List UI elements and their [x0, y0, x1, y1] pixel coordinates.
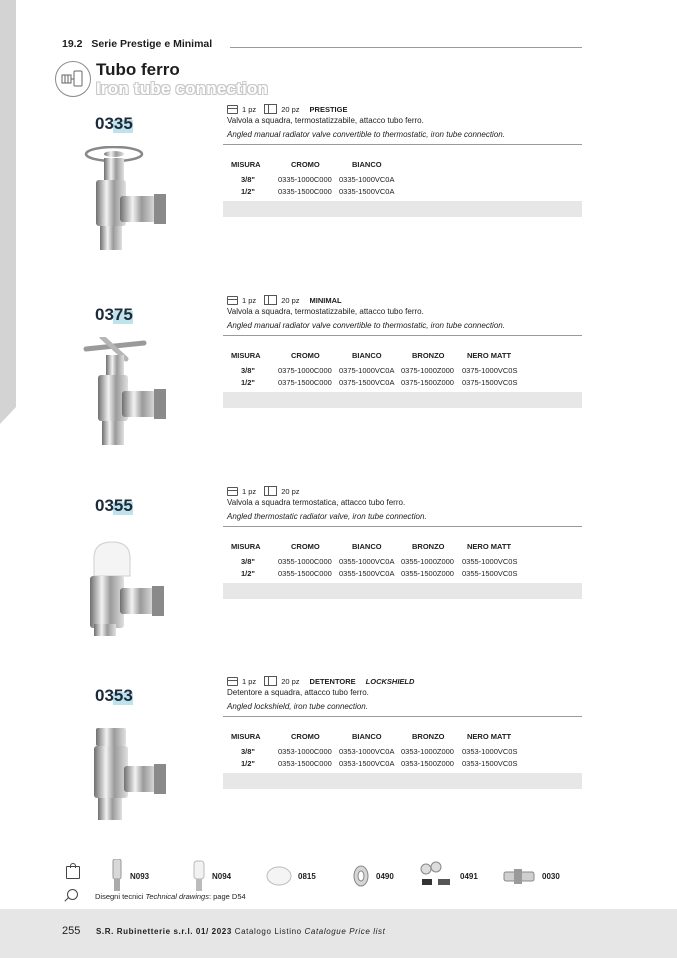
price-table: [223, 542, 582, 599]
cell-code: 0375-1500VC0A: [339, 378, 395, 387]
col-cromo: CROMO: [291, 351, 320, 360]
col-bronzo: BRONZO: [412, 732, 445, 741]
col-misura: MISURA: [231, 160, 261, 169]
cell-code: 0355-1000VC0S: [462, 557, 518, 566]
table-row: [223, 569, 582, 581]
table-row: [223, 759, 582, 771]
drawings-page: : page D54: [208, 892, 246, 901]
accessories-row: [0, 858, 677, 894]
description-it: Detentore a squadra, attacco tubo ferro.: [227, 688, 369, 697]
cell-code: 0353-1500VC0A: [339, 759, 395, 768]
page-title: Tubo ferro: [96, 60, 180, 79]
catalog-label-en: Catalogue Price list: [304, 927, 386, 936]
cell-code: 0355-1000C000: [278, 557, 332, 566]
cell-code: 0353-1000Z000: [401, 747, 454, 756]
pack-multi: 20 pz: [281, 104, 300, 114]
cell-code: 0375-1000Z000: [401, 366, 454, 375]
technical-drawings-ref: [95, 892, 246, 901]
single-pack-icon: [227, 677, 238, 686]
col-bianco: BIANCO: [352, 351, 382, 360]
pack-single: 1 pz: [242, 295, 257, 305]
table-row: [223, 175, 582, 187]
cell-code: 0375-1000C000: [278, 366, 332, 375]
cell-code: 0355-1000VC0A: [339, 557, 395, 566]
edition: 01/ 2023: [195, 927, 232, 936]
single-pack-icon: [227, 296, 238, 305]
footer-text: [96, 927, 385, 936]
table-header: [223, 542, 582, 557]
table-row: [223, 378, 582, 390]
cell-code: 0355-1500Z000: [401, 569, 454, 578]
pack-single: 1 pz: [242, 104, 257, 114]
cell-size: 1/2": [241, 187, 255, 196]
multi-pack-icon: [264, 295, 277, 305]
col-bianco: BIANCO: [352, 542, 382, 551]
col-misura: MISURA: [231, 732, 261, 741]
angled-valve-image: [82, 146, 182, 256]
product-code: 0335: [95, 114, 133, 133]
description-en: Angled manual radiator valve convertible to thermostatic, iron tube connection.: [227, 130, 505, 139]
thermostatic-head-icon: [110, 859, 124, 893]
cell-code: 0353-1000C000: [278, 747, 332, 756]
angled-valve-image: [82, 337, 182, 447]
single-pack-icon: [227, 487, 238, 496]
thermostatic-head-icon: [192, 859, 206, 893]
series-label-en: LOCKSHIELD: [365, 676, 415, 686]
pack-multi: 20 pz: [281, 486, 300, 496]
table-header: [223, 160, 582, 175]
series-label: DETENTORE: [309, 676, 356, 686]
col-bianco: BIANCO: [352, 732, 382, 741]
description-en: Angled manual radiator valve convertible to thermostatic, iron tube connection.: [227, 321, 505, 330]
thermostatic-valve-image: [82, 528, 182, 638]
product-code: 0355: [95, 496, 133, 515]
description-en: Angled lockshield, iron tube connection.: [227, 702, 368, 711]
accessory-code: 0815: [298, 871, 316, 881]
section-title: Serie Prestige e Minimal: [91, 38, 213, 50]
table-header: [223, 351, 582, 366]
cell-code: 0355-1500C000: [278, 569, 332, 578]
cell-code: 0335-1500VC0A: [339, 187, 395, 196]
table-header: [223, 732, 582, 747]
cell-code: 0375-1500VC0S: [462, 378, 518, 387]
section-heading: [62, 38, 212, 50]
cell-size: 1/2": [241, 378, 255, 387]
section-divider: [230, 47, 582, 48]
cell-code: 0353-1500Z000: [401, 759, 454, 768]
cell-code: 0353-1000VC0S: [462, 747, 518, 756]
packaging-info: [227, 104, 347, 114]
multi-pack-icon: [264, 486, 277, 496]
cell-code: 0353-1000VC0A: [339, 747, 395, 756]
cell-size: 3/8": [241, 747, 255, 756]
cell-code: 0335-1500C000: [278, 187, 332, 196]
multi-pack-icon: [264, 676, 277, 686]
iron-tube-category-icon: [55, 61, 91, 97]
accessory-code: 0491: [460, 871, 478, 881]
description-it: Valvola a squadra termostatica, attacco tubo ferro.: [227, 498, 406, 507]
col-misura: MISURA: [231, 351, 261, 360]
pack-single: 1 pz: [242, 676, 257, 686]
product-block: [0, 104, 677, 274]
description-en: Angled thermostatic radiator valve, iron tube connection.: [227, 512, 427, 521]
col-bianco: BIANCO: [352, 160, 382, 169]
col-nero-matt: NERO MATT: [467, 542, 512, 551]
accessory-code: N093: [130, 871, 150, 881]
search-icon: [67, 889, 78, 900]
cell-size: 1/2": [241, 759, 255, 768]
col-cromo: CROMO: [291, 732, 320, 741]
pack-single: 1 pz: [242, 486, 257, 496]
fittings-kit-icon: [418, 861, 454, 891]
cell-code: 0355-1500VC0A: [339, 569, 395, 578]
cell-code: 0355-1500VC0S: [462, 569, 518, 578]
cell-size: 3/8": [241, 366, 255, 375]
packaging-info: [227, 676, 414, 686]
cell-code: 0375-1000VC0S: [462, 366, 518, 375]
description-it: Valvola a squadra, termostatizzabile, attacco tubo ferro.: [227, 307, 424, 316]
pack-multi: 20 pz: [281, 295, 300, 305]
pack-multi: 20 pz: [281, 676, 300, 686]
accessory-code: 0490: [376, 871, 394, 881]
section-number: 19.2: [62, 38, 83, 50]
cell-code: 0353-1500C000: [278, 759, 332, 768]
col-bronzo: BRONZO: [412, 542, 445, 551]
union-fitting-icon: [502, 866, 536, 886]
accessory-code: N094: [212, 871, 232, 881]
col-bronzo: BRONZO: [412, 351, 445, 360]
drawings-label-en: Technical drawings: [145, 892, 209, 901]
cell-code: 0375-1500Z000: [401, 378, 454, 387]
page-title-english: Iron tube connection: [96, 79, 269, 98]
price-table: [223, 351, 582, 408]
product-block: [0, 295, 677, 465]
product-code: 0353: [95, 686, 133, 705]
company-name: S.R. Rubinetterie s.r.l.: [96, 927, 194, 936]
catalog-label-it: Catalogo Listino: [234, 927, 302, 936]
packaging-info: [227, 295, 342, 305]
accessory-code: 0030: [542, 871, 560, 881]
series-label: MINIMAL: [309, 295, 342, 305]
product-block: [0, 486, 677, 656]
description-it: Valvola a squadra, termostatizzabile, attacco tubo ferro.: [227, 116, 424, 125]
table-row: [223, 747, 582, 759]
table-row: [223, 557, 582, 569]
cell-code: 0355-1000Z000: [401, 557, 454, 566]
cell-size: 3/8": [241, 557, 255, 566]
page-number: 255: [62, 925, 81, 937]
multi-pack-icon: [264, 104, 277, 114]
table-divider: [223, 716, 582, 717]
table-footer-band: [223, 392, 582, 408]
drawings-label-it: Disegni tecnici: [95, 892, 144, 901]
cell-code: 0335-1000C000: [278, 175, 332, 184]
rosette-icon: [352, 864, 370, 888]
col-cromo: CROMO: [291, 160, 320, 169]
accessory-item[interactable]: [110, 858, 149, 894]
table-footer-band: [223, 773, 582, 789]
accessory-item[interactable]: [502, 858, 560, 894]
single-pack-icon: [227, 105, 238, 114]
accessory-item[interactable]: [418, 858, 478, 894]
product-block: [0, 676, 677, 846]
cell-code: 0375-1000VC0A: [339, 366, 395, 375]
table-row: [223, 366, 582, 378]
table-row: [223, 187, 582, 199]
table-divider: [223, 526, 582, 527]
price-table: [223, 732, 582, 789]
accessory-item[interactable]: [192, 858, 231, 894]
accessory-item[interactable]: [352, 858, 394, 894]
price-table: [223, 160, 582, 217]
cell-code: 0335-1000VC0A: [339, 175, 395, 184]
cap-icon: [266, 865, 292, 887]
product-code: 0375: [95, 305, 133, 324]
series-label: PRESTIGE: [309, 104, 348, 114]
col-nero-matt: NERO MATT: [467, 351, 512, 360]
col-misura: MISURA: [231, 542, 261, 551]
cell-code: 0375-1500C000: [278, 378, 332, 387]
packaging-info: [227, 486, 300, 496]
col-cromo: CROMO: [291, 542, 320, 551]
accessory-item[interactable]: [266, 858, 316, 894]
cell-size: 3/8": [241, 175, 255, 184]
lockshield-image: [82, 718, 182, 828]
table-footer-band: [223, 583, 582, 599]
table-divider: [223, 144, 582, 145]
cell-code: 0353-1500VC0S: [462, 759, 518, 768]
cell-size: 1/2": [241, 569, 255, 578]
table-footer-band: [223, 201, 582, 217]
col-nero-matt: NERO MATT: [467, 732, 512, 741]
table-divider: [223, 335, 582, 336]
